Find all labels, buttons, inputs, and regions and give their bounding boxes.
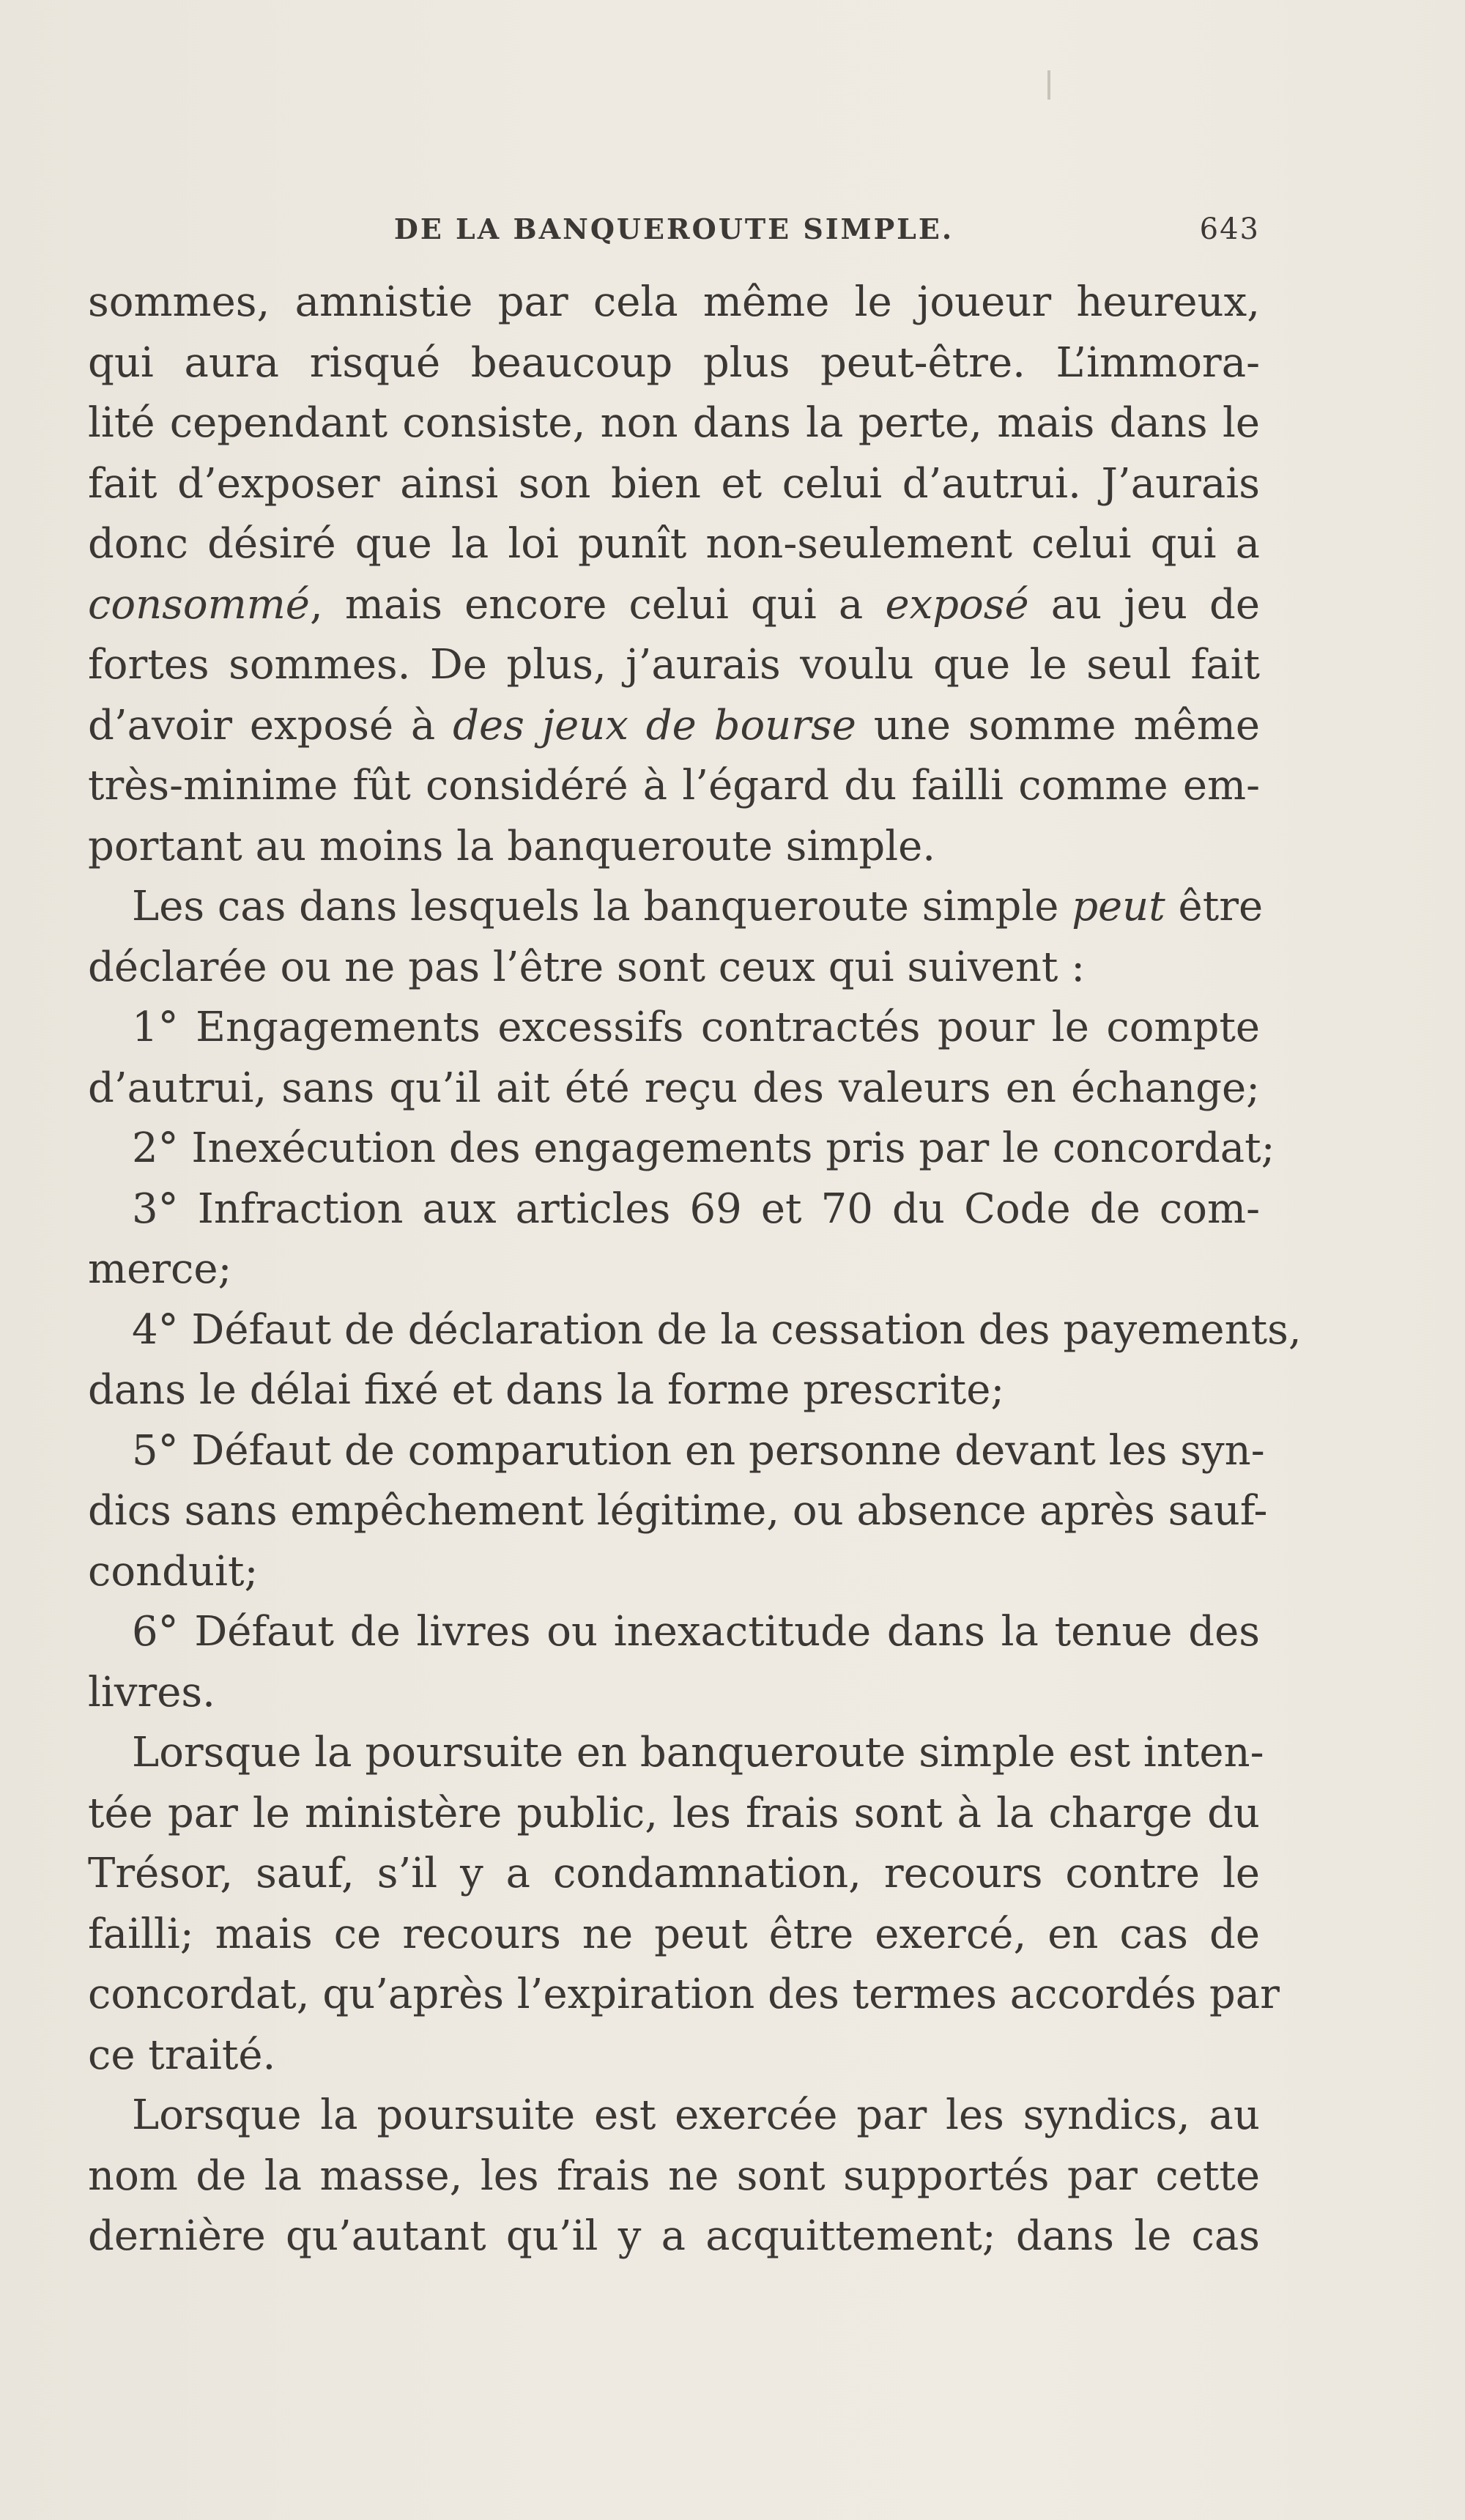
text-line: 5° Défaut de comparution en personne devant les syn- bbox=[132, 1426, 1265, 1475]
text-line: 6° Défaut de livres ou inexactitude dans la tenue des bbox=[132, 1608, 1260, 1656]
text-line: failli; mais ce recours ne peut être exercé, en cas de bbox=[88, 1910, 1260, 1958]
text-line: dans le délai fixé et dans la forme prescrite; bbox=[88, 1366, 1005, 1414]
text-line: merce; bbox=[88, 1245, 232, 1293]
text-line: Les cas dans lesquels la banqueroute simple peut être bbox=[132, 883, 1264, 930]
paper-mark bbox=[1047, 70, 1050, 100]
text-line: 2° Inexécution des engagements pris par le concordat; bbox=[132, 1124, 1275, 1172]
text-line: d’avoir exposé à des jeux de bourse une somme même bbox=[88, 701, 1260, 749]
text-line: donc désiré que la loi punît non-seulement celui qui a bbox=[88, 520, 1260, 568]
running-head: DE LA BANQUEROUTE SIMPLE. bbox=[393, 212, 954, 245]
text-line: très-minime fût considéré à l’égard du failli comme em- bbox=[88, 762, 1260, 809]
text-line: 1° Engagements excessifs contractés pour le compte bbox=[132, 1004, 1260, 1051]
text-line: d’autrui, sans qu’il ait été reçu des valeurs en échange; bbox=[88, 1064, 1260, 1112]
text-line: 3° Infraction aux articles 69 et 70 du Code de com- bbox=[132, 1185, 1260, 1233]
page-header bbox=[88, 212, 1260, 256]
text-line: fait d’exposer ainsi son bien et celui d’autrui. J’aurais bbox=[88, 459, 1260, 508]
text-line: Lorsque la poursuite est exercée par les syndics, au bbox=[132, 2091, 1260, 2139]
text-line: concordat, qu’après l’expiration des termes accordés par bbox=[88, 1971, 1280, 2018]
text-line: lité cependant consiste, non dans la perte, mais dans le bbox=[88, 399, 1260, 447]
text-line: consommé, mais encore celui qui a exposé au jeu de bbox=[88, 580, 1260, 629]
text-line: 4° Défaut de déclaration de la cessation des payements, bbox=[132, 1305, 1302, 1354]
text-line: conduit; bbox=[88, 1547, 259, 1596]
text-line: dics sans empêchement légitime, ou absence après sauf- bbox=[88, 1487, 1268, 1535]
text-line: sommes, amnistie par cela même le joueur heureux, bbox=[88, 278, 1260, 326]
text-line: livres. bbox=[88, 1668, 215, 1716]
text-line: dernière qu’autant qu’il y a acquittement; dans le cas bbox=[88, 2212, 1260, 2260]
text-line: Trésor, sauf, s’il y a condamnation, recours contre le bbox=[88, 1850, 1260, 1897]
text-line: portant au moins la banqueroute simple. bbox=[88, 822, 936, 870]
page-number: 643 bbox=[1199, 212, 1260, 246]
text-line: déclarée ou ne pas l’être sont ceux qui suivent : bbox=[88, 943, 1086, 991]
text-line: tée par le ministère public, les frais sont à la charge du bbox=[88, 1789, 1260, 1837]
text-line: Lorsque la poursuite en banqueroute simple est inten- bbox=[132, 1729, 1264, 1776]
body-text bbox=[88, 273, 1302, 2267]
text-line: qui aura risqué beaucoup plus peut-être. L’immora- bbox=[88, 338, 1260, 387]
text-line: nom de la masse, les frais ne sont supportés par cette bbox=[88, 2152, 1260, 2200]
text-line: fortes sommes. De plus, j’aurais voulu que le seul fait bbox=[88, 641, 1260, 689]
text-line: ce traité. bbox=[88, 2031, 276, 2079]
